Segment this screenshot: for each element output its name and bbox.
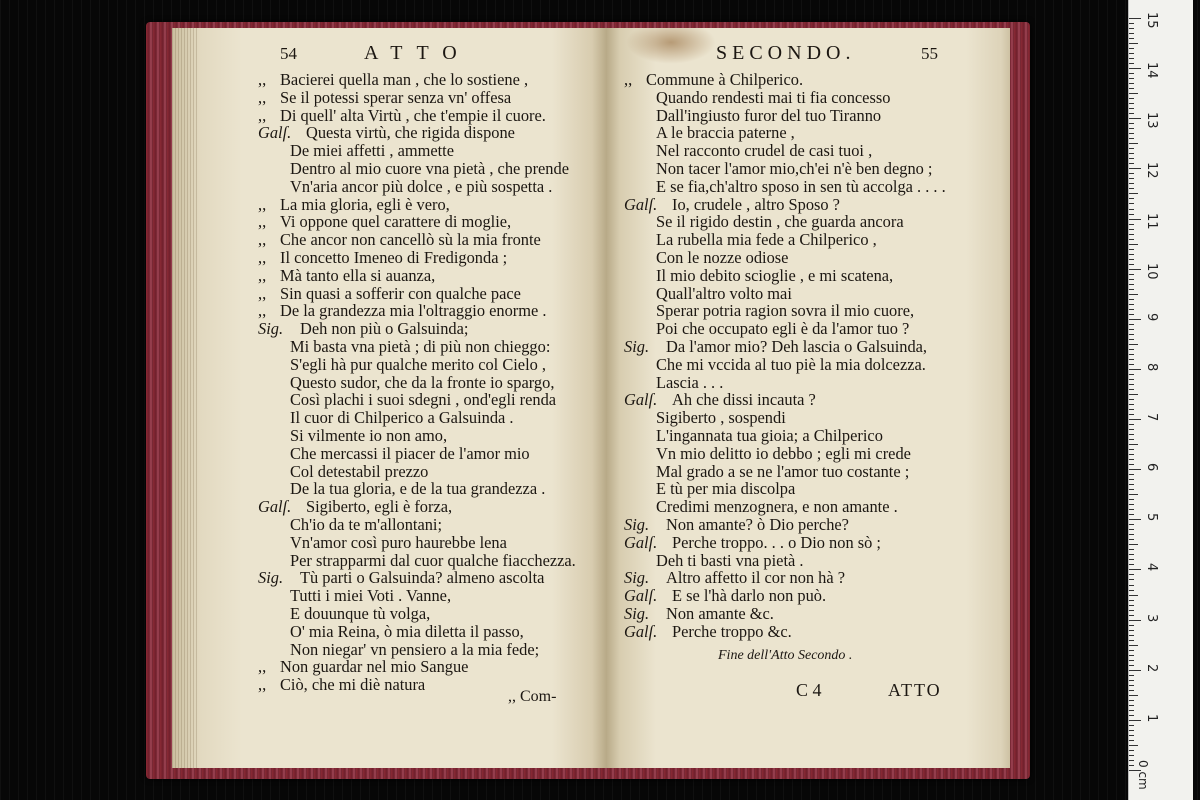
ruler-tick	[1129, 439, 1134, 440]
end-of-act-note: Fine dell'Atto Secondo .	[718, 648, 853, 663]
line-text: Ch'io da te m'allontani;	[290, 515, 443, 534]
ruler-tick	[1129, 279, 1134, 280]
ruler-number: 5	[1144, 513, 1159, 522]
ruler-tick	[1129, 229, 1134, 230]
ruler-tick	[1129, 249, 1134, 250]
line-text: Il concetto Imeneo di Fredigonda ;	[280, 248, 508, 267]
ruler-tick	[1129, 289, 1134, 290]
ruler-tick	[1129, 675, 1134, 676]
line-text: Bacierei quella man , che lo sostiene ,	[280, 70, 529, 89]
ruler-tick	[1129, 514, 1134, 515]
ruler-tick	[1129, 193, 1138, 194]
ruler-tick	[1129, 53, 1134, 54]
ruler-tick	[1129, 93, 1138, 94]
ruler-tick	[1129, 720, 1141, 721]
ruler-tick	[1129, 600, 1134, 601]
ruler-tick	[1129, 68, 1141, 69]
ruler-tick	[1129, 314, 1134, 315]
ruler-number: 6	[1144, 463, 1159, 472]
ruler-number: 15	[1144, 12, 1159, 29]
ruler-tick	[1129, 549, 1134, 550]
line-text: Sigiberto , sospendi	[656, 408, 786, 428]
quote-mark: ,,	[258, 265, 267, 285]
ruler-tick	[1129, 334, 1134, 335]
ruler-tick	[1129, 529, 1134, 530]
ruler-tick	[1129, 188, 1134, 189]
ruler-tick	[1129, 244, 1138, 245]
ruler-tick	[1129, 585, 1134, 586]
ruler-tick	[1129, 58, 1134, 59]
ruler-tick	[1129, 309, 1134, 310]
ruler-tick	[1129, 128, 1134, 129]
ruler-tick	[1129, 73, 1134, 74]
line-text: Mal grado a se ne l'amor tuo costante ;	[656, 461, 910, 481]
right-page	[606, 28, 1010, 768]
ruler-tick	[1129, 239, 1134, 240]
left-running-head: ATTO	[364, 42, 471, 64]
quote-mark: ,,	[258, 675, 267, 695]
ruler-tick	[1129, 359, 1134, 360]
ruler-tick	[1129, 374, 1134, 375]
speaker-label: Sig.	[258, 568, 284, 588]
speaker-label: Galſ.	[258, 123, 292, 143]
ruler-tick	[1129, 18, 1141, 19]
ruler-tick	[1129, 650, 1134, 651]
ruler-number: 8	[1144, 362, 1159, 372]
line-text: Questa virtù, che rigida dispone	[306, 123, 515, 143]
ruler-tick	[1129, 484, 1134, 485]
ruler-tick	[1129, 198, 1134, 199]
line-text: Ciò, che mi diè natura	[280, 675, 426, 695]
ruler-tick	[1129, 219, 1141, 220]
line-text: Mà tanto ella si auanza,	[280, 265, 436, 285]
speaker-label: Sig.	[258, 319, 284, 339]
quote-mark: ,,	[258, 105, 267, 125]
line-text: Col detestabil prezzo	[290, 461, 429, 481]
ruler-tick	[1129, 339, 1134, 340]
ruler-number: 9	[1144, 312, 1159, 322]
ruler-tick	[1129, 635, 1134, 636]
speaker-label: Sig.	[624, 604, 650, 623]
ruler-tick	[1129, 539, 1134, 540]
line-text: Lascia . . .	[656, 372, 724, 392]
speaker-label: Galſ.	[624, 390, 658, 410]
line-text: Sin quasi a sofferir con qualche pace	[280, 283, 521, 303]
ruler-tick	[1129, 750, 1134, 751]
ruler-tick	[1129, 705, 1134, 706]
ruler-tick	[1129, 620, 1141, 621]
line-text: Perche troppo &c.	[672, 621, 792, 641]
ruler-tick	[1129, 419, 1141, 420]
ruler-tick	[1129, 143, 1138, 144]
line-text: Altro affetto il cor non hà ?	[666, 568, 846, 588]
ruler-tick	[1129, 534, 1134, 535]
line-text: Non amante &c.	[666, 604, 774, 623]
ruler-tick	[1129, 118, 1141, 119]
ruler-tick	[1129, 479, 1134, 480]
scale-ruler	[1128, 0, 1193, 800]
ruler-tick	[1129, 590, 1134, 591]
line-text: Quando rendesti mai ti fia concesso	[656, 87, 891, 107]
ruler-tick	[1129, 670, 1141, 671]
ruler-tick	[1129, 489, 1134, 490]
line-text: Commune à Chilperico.	[646, 70, 804, 89]
line-text: Si vilmente io non amo,	[290, 426, 448, 445]
ruler-tick	[1129, 474, 1134, 475]
ruler-tick	[1129, 444, 1138, 445]
ruler-tick	[1129, 63, 1134, 64]
ruler-tick	[1129, 434, 1134, 435]
ruler-tick	[1129, 48, 1134, 49]
ruler-tick	[1129, 78, 1134, 79]
line-text: Che mercassi il piacer de l'amor mio	[290, 443, 530, 463]
speaker-label: Galſ.	[624, 532, 658, 552]
ruler-tick	[1129, 203, 1134, 204]
line-text: Questo sudor, che da la fronte io spargo,	[290, 372, 555, 392]
line-text: Non guardar nel mio Sangue	[280, 657, 469, 677]
ruler-tick	[1129, 254, 1134, 255]
ruler-tick	[1129, 379, 1134, 380]
ruler-tick	[1129, 765, 1134, 766]
right-page-number: 55	[921, 44, 938, 63]
ruler-tick	[1129, 209, 1134, 210]
line-text: Il cuor di Chilperico a Galsuinda .	[290, 408, 514, 428]
ruler-tick	[1129, 369, 1141, 370]
ruler-tick	[1129, 178, 1134, 179]
ruler-tick	[1129, 595, 1138, 596]
left-page-number: 54	[280, 44, 297, 63]
quote-mark: ,,	[258, 87, 267, 107]
line-text: Di quell' alta Virtù , che t'empie il cuore.	[280, 105, 546, 125]
ruler-tick	[1129, 615, 1134, 616]
line-text: La mia gloria, egli è vero,	[280, 194, 450, 214]
line-text: Così plachi i suoi sdegni , ond'egli renda	[290, 390, 557, 410]
ruler-tick	[1129, 394, 1138, 395]
ruler-tick	[1129, 429, 1134, 430]
ruler-number: 10	[1144, 262, 1159, 280]
line-text: Nel racconto crudel de casi tuoi ,	[656, 141, 873, 161]
ruler-tick	[1129, 133, 1134, 134]
ruler-tick	[1129, 364, 1134, 365]
line-text: Tutti i miei Voti . Vanne,	[290, 586, 452, 606]
line-text: Io, crudele , altro Sposo ?	[672, 194, 840, 214]
line-text: E se fia,ch'altro sposo in sen tù accolga . . . .	[656, 176, 946, 196]
ruler-tick	[1129, 294, 1138, 295]
ruler-tick	[1129, 569, 1141, 570]
ruler-tick	[1129, 579, 1134, 580]
line-text: Il mio debito scioglie , e mi scatena,	[656, 265, 894, 285]
line-text: Per strapparmi dal cuor qualche fiacchezza.	[290, 550, 576, 570]
line-text: Sigiberto, egli è forza,	[306, 497, 453, 517]
ruler-tick	[1129, 224, 1134, 225]
ruler-tick	[1129, 524, 1134, 525]
line-text: Credimi menzognera, e non amante .	[656, 497, 898, 517]
line-text: Deh non più o Galsuinda;	[300, 319, 469, 339]
ruler-tick	[1129, 459, 1134, 460]
ruler-tick	[1129, 559, 1134, 560]
ruler-number: 7	[1144, 413, 1159, 422]
ruler-tick	[1129, 655, 1134, 656]
ruler-tick	[1129, 264, 1134, 265]
ruler-tick	[1129, 665, 1134, 666]
ruler-tick	[1129, 404, 1134, 405]
line-text: Sperar potria ragion sovra il mio cuore,	[656, 301, 915, 321]
line-text: Ah che dissi incauta ?	[672, 390, 816, 410]
ruler-number: 4	[1144, 563, 1159, 572]
ruler-tick	[1129, 234, 1134, 235]
ruler-number: 3	[1144, 613, 1159, 622]
ruler-tick	[1129, 304, 1134, 305]
ruler-tick	[1129, 554, 1134, 555]
ruler-tick	[1129, 454, 1134, 455]
quote-mark: ,,	[624, 70, 633, 89]
ruler-tick	[1129, 740, 1134, 741]
ruler-tick	[1129, 183, 1134, 184]
ruler-tick	[1129, 153, 1134, 154]
ruler-tick	[1129, 103, 1134, 104]
line-text: Poi che occupato egli è da l'amor tuo ?	[656, 319, 910, 339]
line-text: E douunque tù volga,	[290, 604, 431, 623]
line-text: O' mia Reina, ò mia diletta il passo,	[290, 621, 524, 641]
quote-mark: ,,	[258, 212, 267, 232]
ruler-tick	[1129, 745, 1138, 746]
quote-mark: ,,	[258, 657, 267, 677]
ruler-tick	[1129, 469, 1141, 470]
ruler-tick	[1129, 173, 1134, 174]
speaker-label: Sig.	[624, 568, 650, 588]
quote-mark: ,,	[258, 301, 267, 321]
ruler-tick	[1129, 730, 1134, 731]
line-text: Non tacer l'amor mio,ch'ei n'è ben degno ;	[656, 159, 933, 178]
line-text: Mi basta vna pietà ; di più non chieggo:	[290, 337, 551, 356]
ruler-tick	[1129, 735, 1134, 736]
line-text: E tù per mia discolpa	[656, 479, 796, 499]
line-text: Perche troppo. . . o Dio non sò ;	[672, 532, 881, 552]
ruler-tick	[1129, 123, 1134, 124]
line-text: Che mi vccida al tuo piè la mia dolcezza.	[656, 354, 926, 374]
line-text: Che ancor non cancellò sù la mia fronte	[280, 230, 541, 250]
line-text: De miei affetti , ammette	[290, 141, 454, 161]
ruler-tick	[1129, 259, 1134, 260]
ruler-tick	[1129, 610, 1134, 611]
ruler-tick	[1129, 494, 1138, 495]
ruler-tick	[1129, 269, 1141, 270]
ruler-tick	[1129, 329, 1134, 330]
ruler-tick	[1129, 113, 1134, 114]
speaker-label: Galſ.	[258, 497, 292, 517]
ruler-number: 1	[1144, 713, 1159, 723]
line-text: Vn'aria ancor più dolce , e più sospetta .	[290, 176, 553, 196]
speaker-label: Sig.	[624, 337, 650, 356]
ruler-number: 2	[1144, 663, 1159, 672]
ruler-number: 14	[1144, 62, 1159, 79]
ruler-tick	[1129, 640, 1134, 641]
quote-mark: ,,	[258, 70, 267, 89]
ruler-tick	[1129, 168, 1141, 169]
ruler-tick	[1129, 725, 1134, 726]
speaker-label: Sig.	[624, 515, 650, 534]
line-text: Quall'altro volto mai	[656, 283, 792, 303]
ruler-tick	[1129, 214, 1134, 215]
ruler-tick	[1129, 564, 1134, 565]
line-text: De la grandezza mia l'oltraggio enorme .	[280, 301, 547, 321]
line-text: A le braccia paterne ,	[656, 123, 795, 143]
ruler-tick	[1129, 389, 1134, 390]
ruler-number: 13	[1144, 112, 1159, 129]
line-text: Se il potessi sperar senza vn' offesa	[280, 87, 512, 107]
right-catchword: ATTO	[888, 680, 942, 700]
ruler-tick	[1129, 28, 1134, 29]
ruler-tick	[1129, 680, 1134, 681]
ruler-tick	[1129, 319, 1141, 320]
line-text: S'egli hà pur qualche merito col Cielo ,	[290, 354, 547, 374]
ruler-tick	[1129, 690, 1134, 691]
line-text: Se il rigido destin , che guarda ancora	[656, 212, 904, 232]
ruler-tick	[1129, 625, 1134, 626]
ruler-tick	[1129, 630, 1134, 631]
line-text: Con le nozze odiose	[656, 248, 789, 267]
left-page	[172, 28, 606, 768]
ruler-tick	[1129, 700, 1134, 701]
ruler-tick	[1129, 299, 1134, 300]
ruler-tick	[1129, 660, 1134, 661]
ruler-tick	[1129, 760, 1134, 761]
line-text: Da l'amor mio? Deh lascia o Galsuinda,	[666, 337, 928, 356]
ruler-tick	[1129, 755, 1134, 756]
quote-mark: ,,	[258, 248, 267, 267]
line-text: Dentro al mio cuore vna pietà , che prende	[290, 159, 569, 178]
line-text: Tù parti o Galsuinda? almeno ascolta	[300, 568, 545, 588]
ruler-tick	[1129, 685, 1134, 686]
ruler-tick	[1129, 344, 1138, 345]
ruler-tick	[1129, 274, 1134, 275]
ruler-tick	[1129, 349, 1134, 350]
ruler-tick	[1129, 108, 1134, 109]
ruler-tick	[1129, 284, 1134, 285]
quote-mark: ,,	[258, 194, 267, 214]
ruler-number: 11	[1144, 212, 1159, 230]
speaker-label: Galſ.	[624, 621, 658, 641]
speaker-label: Galſ.	[624, 586, 658, 606]
ruler-tick	[1129, 33, 1134, 34]
ruler-tick	[1129, 574, 1134, 575]
ruler-tick	[1129, 23, 1134, 24]
ruler-tick	[1129, 499, 1134, 500]
ruler-tick	[1129, 409, 1134, 410]
quote-mark: ,,	[258, 283, 267, 303]
ruler-number: 12	[1144, 162, 1159, 179]
speaker-label: Galſ.	[624, 194, 658, 214]
ruler-tick	[1129, 605, 1134, 606]
ruler-tick	[1129, 544, 1138, 545]
line-text: Non niegar' vn pensiero a la mia fede;	[290, 639, 540, 659]
left-catchword: ,, Com-	[508, 688, 557, 705]
line-text: Dall'ingiusto furor del tuo Tiranno	[656, 105, 882, 125]
ruler-unit-label: 0 cm	[1136, 760, 1150, 790]
line-text: Deh ti basti vna pietà .	[656, 550, 804, 570]
ruler-tick	[1129, 645, 1138, 646]
right-running-head: SECONDO.	[716, 42, 856, 64]
ruler-tick	[1129, 384, 1134, 385]
ruler-tick	[1129, 38, 1134, 39]
ruler-tick	[1129, 399, 1134, 400]
page-stain	[626, 28, 716, 64]
ruler-tick	[1129, 464, 1134, 465]
ruler-tick	[1129, 414, 1134, 415]
line-text: Vi oppone quel carattere di moglie,	[280, 212, 512, 232]
line-text: Vn'amor così puro haurebbe lena	[290, 532, 507, 552]
ruler-tick	[1129, 83, 1134, 84]
ruler-tick	[1129, 98, 1134, 99]
ruler-tick	[1129, 354, 1134, 355]
line-text: La rubella mia fede a Chilperico ,	[656, 230, 877, 250]
quote-mark: ,,	[258, 230, 267, 250]
ruler-tick	[1129, 43, 1138, 44]
ruler-tick	[1129, 710, 1134, 711]
line-text: E se l'hà darlo non può.	[672, 586, 827, 606]
ruler-tick	[1129, 715, 1134, 716]
line-text: Non amante? ò Dio perche?	[666, 515, 849, 534]
ruler-tick	[1129, 138, 1134, 139]
line-text: De la tua gloria, e de la tua grandezza .	[290, 479, 546, 499]
signature-mark: C 4	[796, 680, 822, 700]
ruler-tick	[1129, 504, 1134, 505]
line-text: Vn mio delitto io debbo ; egli mi crede	[656, 443, 911, 463]
ruler-tick	[1129, 519, 1141, 520]
ruler-tick	[1129, 449, 1134, 450]
ruler-tick	[1129, 509, 1134, 510]
ruler-tick	[1129, 88, 1134, 89]
ruler-tick	[1129, 163, 1134, 164]
ruler-tick	[1129, 695, 1138, 696]
ruler-tick	[1129, 424, 1134, 425]
line-text: L'ingannata tua gioia; a Chilperico	[656, 426, 883, 445]
ruler-tick	[1129, 324, 1134, 325]
ruler-tick	[1129, 158, 1134, 159]
ruler-tick	[1129, 148, 1134, 149]
